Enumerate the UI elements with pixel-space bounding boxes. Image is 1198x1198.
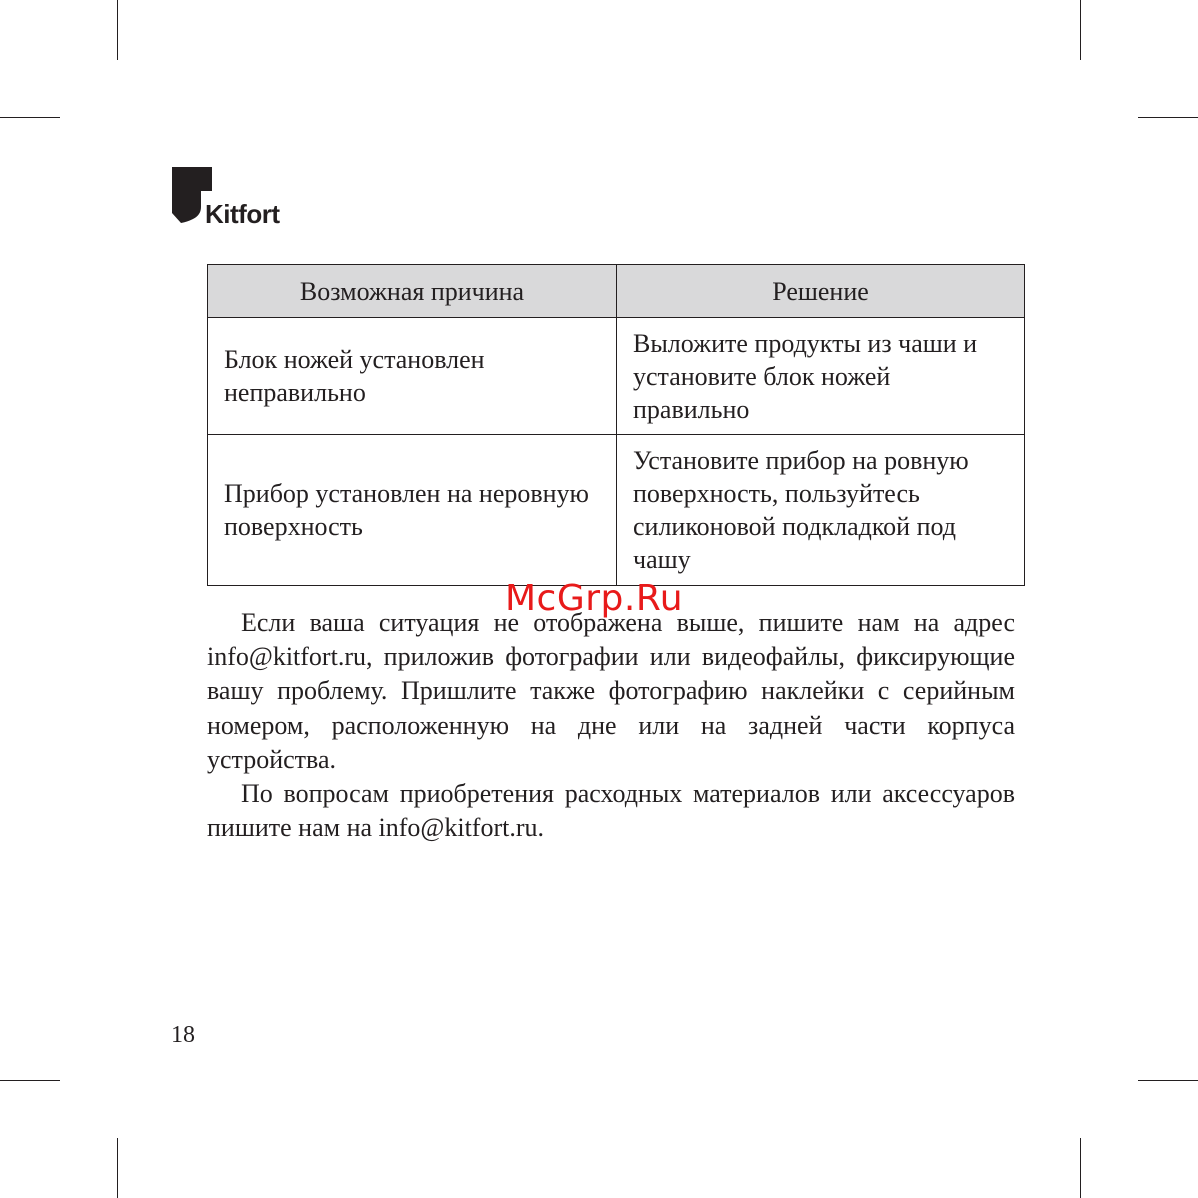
paragraph: По вопросам приобретения расходных материалов или аксессуаров пишите нам на info@kitfort.ru. [207, 779, 1015, 843]
paragraph: Если ваша ситуация не отображена выше, пишите нам на адрес info@kitfort.ru, приложив фотографии или видеофайлы, фиксирующие вашу проблему. Пришлите также фотографию наклейки с серийным номером, расположенную на дне или на задней части корпуса устройства. [207, 608, 1015, 774]
brand-name: Kitfort [205, 199, 280, 229]
header-cause: Возможная причина [208, 265, 617, 318]
crop-mark [1080, 0, 1081, 60]
cell-cause: Блок ножей установлен неправильно [208, 318, 617, 435]
troubleshooting-table [207, 264, 1025, 586]
crop-mark [1138, 1080, 1198, 1081]
page-number: 18 [171, 1022, 195, 1048]
watermark: McGrp.Ru [505, 578, 684, 619]
crop-mark [1080, 1138, 1081, 1198]
crop-mark [0, 1080, 60, 1081]
header-solution: Решение [617, 265, 1025, 318]
crop-mark [117, 1138, 118, 1198]
table-row [208, 318, 1025, 435]
table-header-row [208, 265, 1025, 318]
cell-solution: Установите прибор на ровную поверхность, пользуйтесь силиконовой подкладкой под чашу [617, 435, 1025, 586]
body-text [207, 606, 1015, 845]
crop-mark [0, 117, 60, 118]
cell-solution: Выложите продукты из чаши и установите блок ножей правильно [617, 318, 1025, 435]
crop-mark [1138, 117, 1198, 118]
cell-cause: Прибор установлен на неровную поверхность [208, 435, 617, 586]
table-row [208, 435, 1025, 586]
crop-mark [117, 0, 118, 60]
